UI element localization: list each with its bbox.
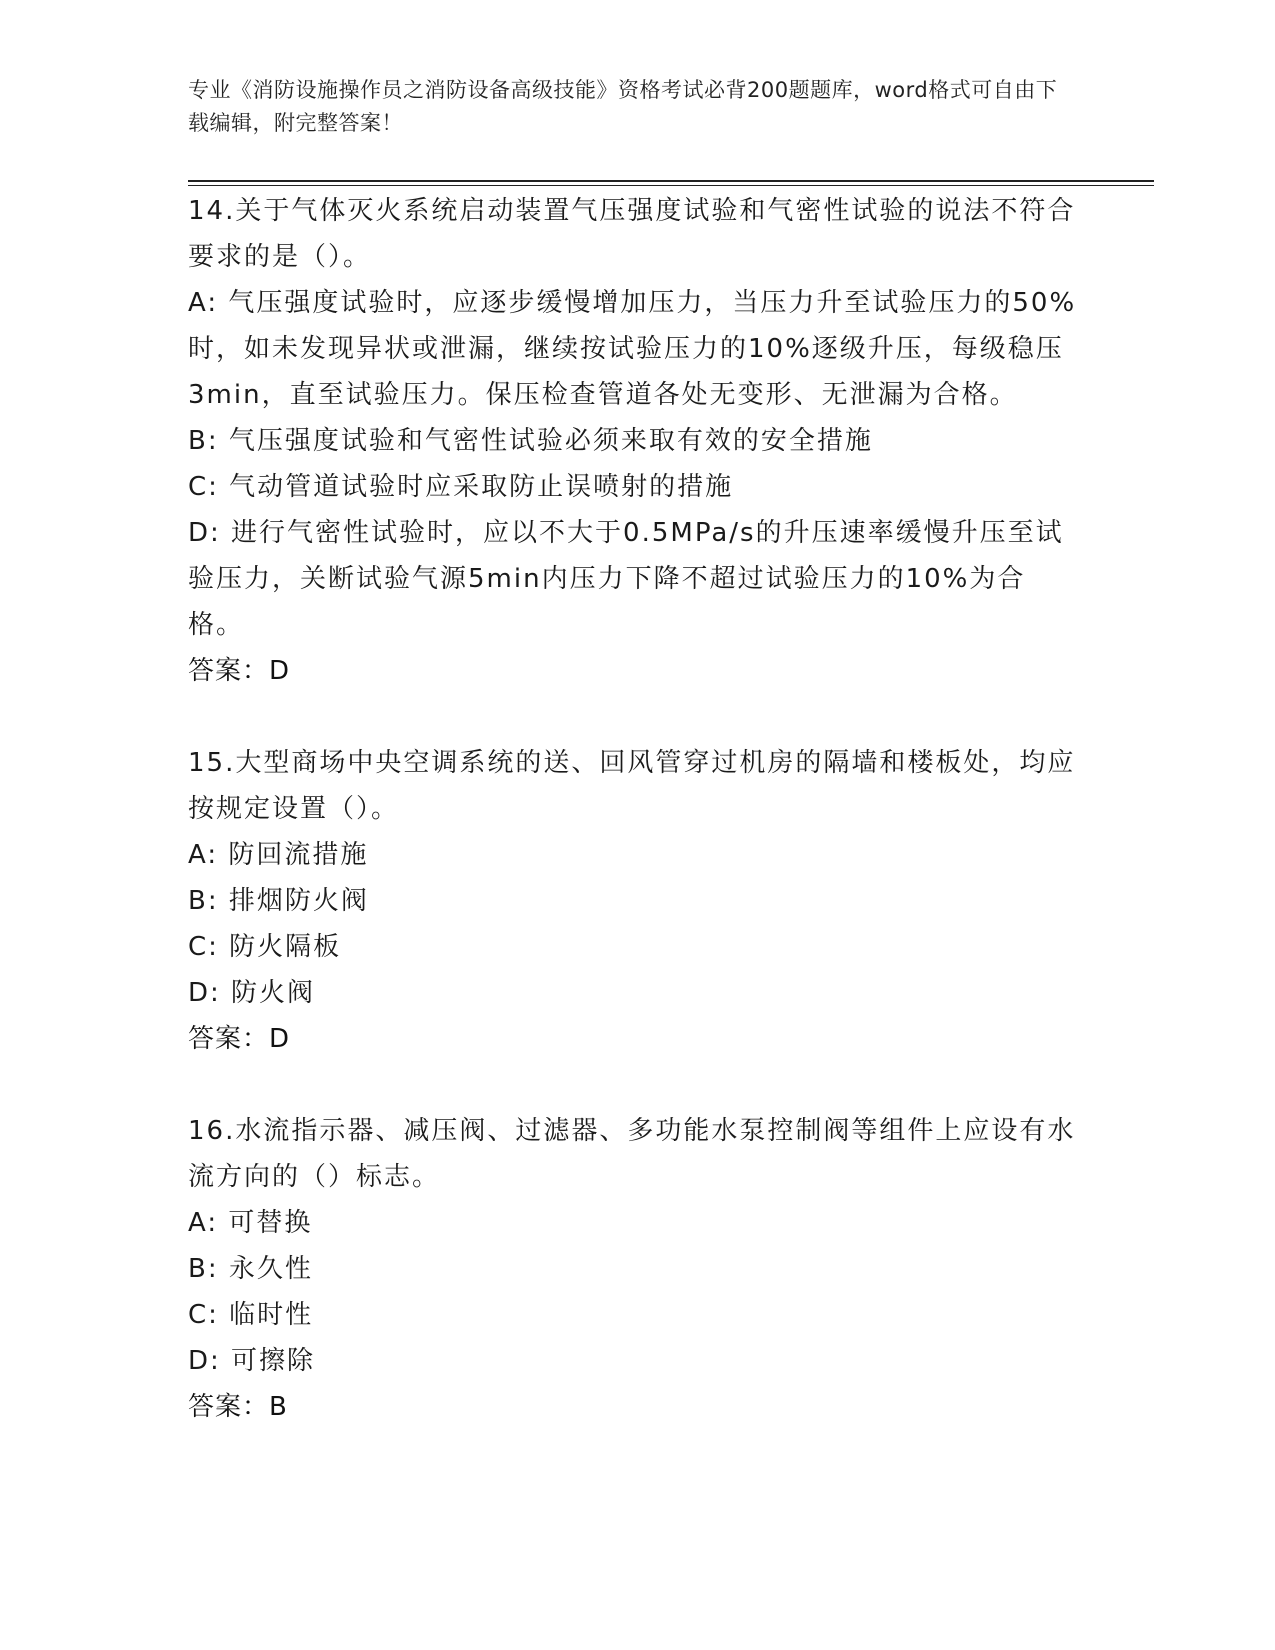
option-b: B: 永久性 [188, 1254, 313, 1284]
question-list [188, 188, 1078, 1476]
question-stem: 15.大型商场中央空调系统的送、回风管穿过机房的隔墙和楼板处，均应按规定设置（）。 [188, 748, 1076, 824]
option-c: C: 临时性 [188, 1300, 314, 1330]
question-stem: 16.水流指示器、减压阀、过滤器、多功能水泵控制阀等组件上应设有水流方向的（）标志。 [188, 1116, 1076, 1192]
answer-line: 答案：D [188, 1024, 291, 1054]
header-divider-thick [188, 180, 1154, 182]
option-a: A: 防回流措施 [188, 840, 369, 870]
option-d: D: 可擦除 [188, 1346, 316, 1376]
document-header: 专业《消防设施操作员之消防设备高级技能》资格考试必背200题题库，word格式可自由下载编辑，附完整答案！ [188, 78, 1058, 135]
option-a: A: 气压强度试验时，应逐步缓慢增加压力，当压力升至试验压力的50%时，如未发现异状或泄漏，继续按试验压力的10%逐级升压，每级稳压3min，直至试验压力。保压检查管道各处无变形、无泄漏为合格。 [188, 288, 1077, 410]
question-stem: 14.关于气体灭火系统启动装置气压强度试验和气密性试验的说法不符合要求的是（）。 [188, 196, 1076, 272]
header-divider-thin [188, 185, 1154, 186]
option-d: D: 进行气密性试验时，应以不大于0.5MPa/s的升压速率缓慢升压至试验压力，关断试验气源5min内压力下降不超过试验压力的10%为合格。 [188, 518, 1064, 640]
option-b: B: 气压强度试验和气密性试验必须来取有效的安全措施 [188, 426, 873, 456]
question-15 [188, 740, 1078, 1062]
option-c: C: 气动管道试验时应采取防止误喷射的措施 [188, 472, 734, 502]
option-d: D: 防火阀 [188, 978, 316, 1008]
option-b: B: 排烟防火阀 [188, 886, 369, 916]
question-16 [188, 1108, 1078, 1430]
answer-line: 答案：B [188, 1392, 288, 1422]
option-c: C: 防火隔板 [188, 932, 342, 962]
option-a: A: 可替换 [188, 1208, 313, 1238]
question-14 [188, 188, 1078, 694]
answer-line: 答案：D [188, 656, 291, 686]
